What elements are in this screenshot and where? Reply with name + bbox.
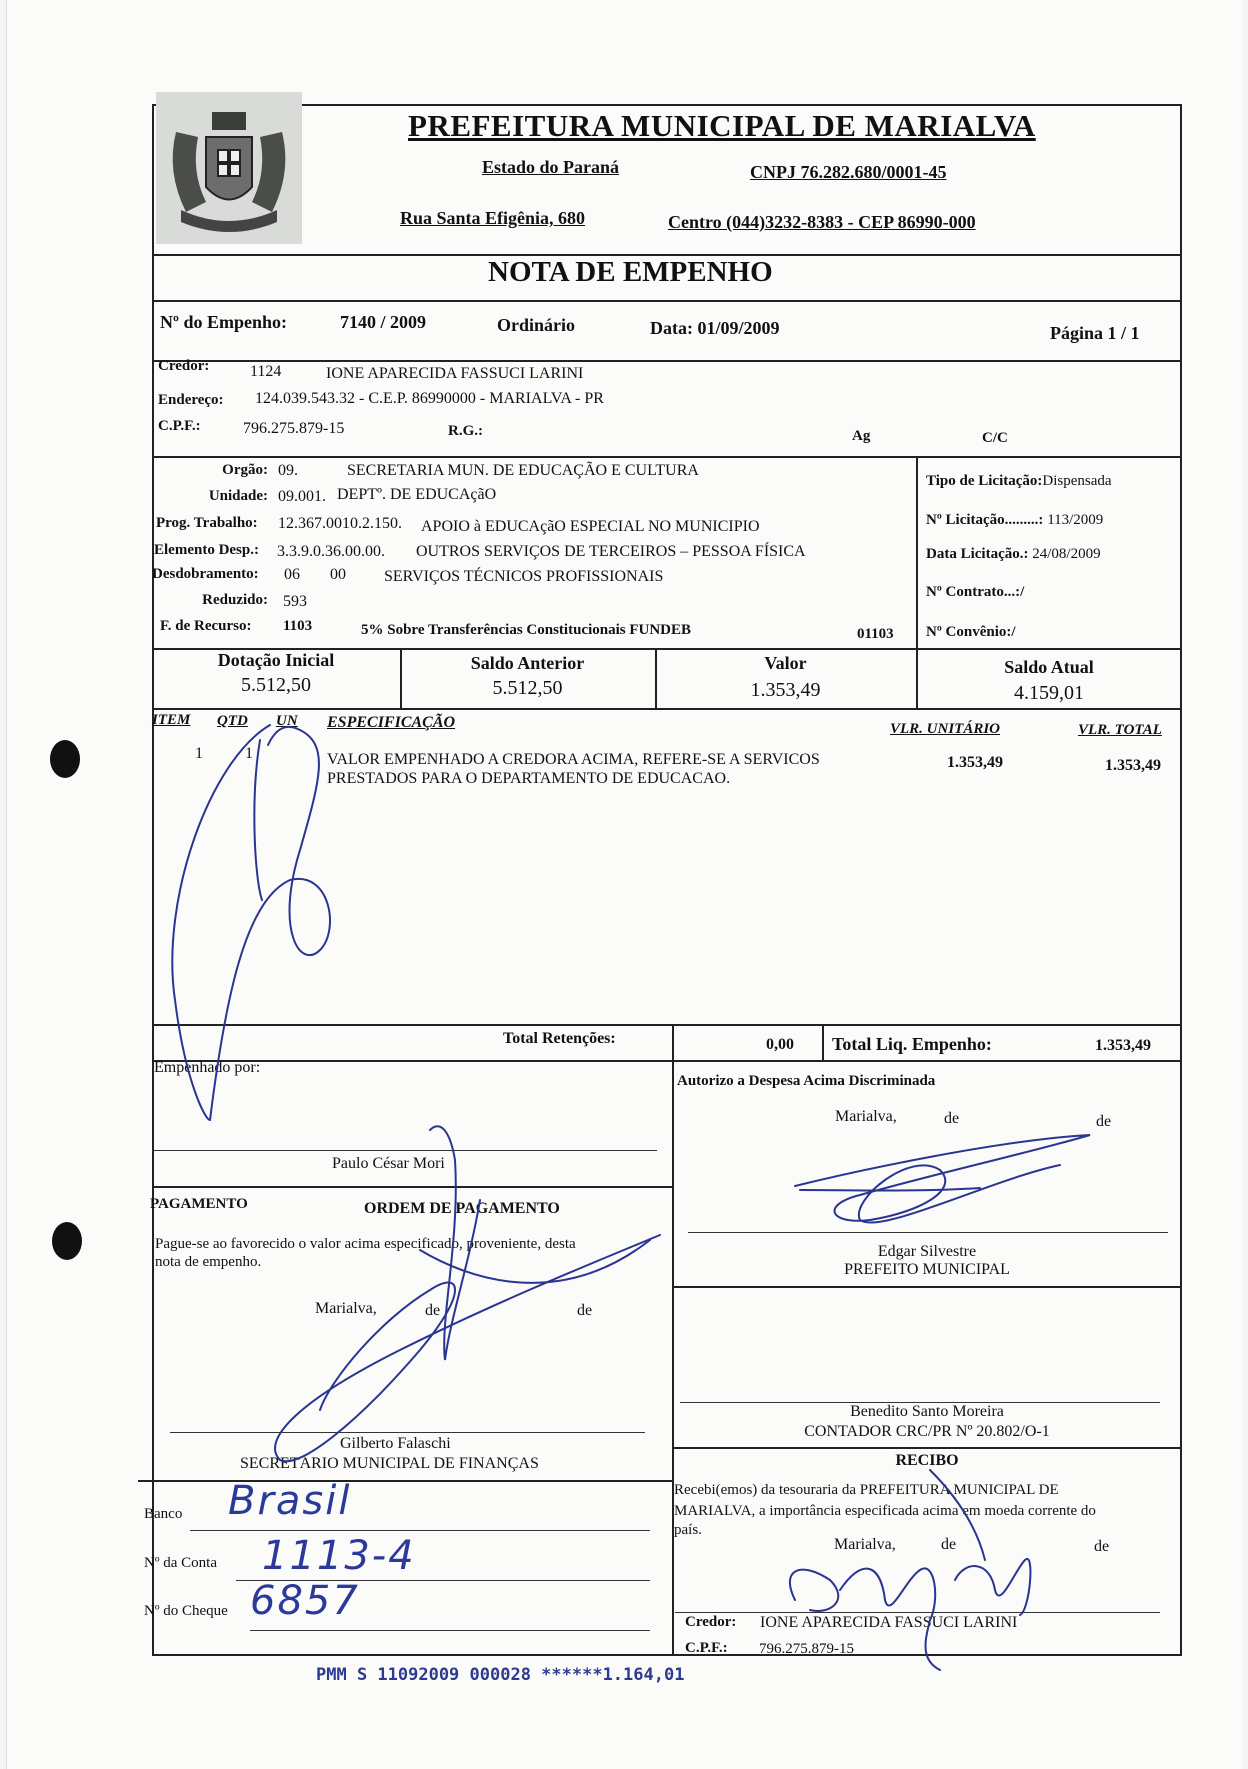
retencoes-label: Total Retenções: xyxy=(503,1030,616,1047)
recibo-text-line3: país. xyxy=(674,1522,702,1538)
desdobramento-label: Desdobramento: xyxy=(152,566,259,582)
prog-desc: APOIO à EDUCAçãO ESPECIAL NO MUNICIPIO xyxy=(421,518,760,535)
recibo-credor-name: IONE APARECIDA FASSUCI LARINI xyxy=(760,1614,1018,1631)
account-label: C/C xyxy=(982,430,1008,446)
rg-label: R.G.: xyxy=(448,423,483,439)
orgao-desc: SECRETARIA MUN. DE EDUCAÇÃO E CULTURA xyxy=(347,462,699,479)
recibo-credor-label: Credor: xyxy=(685,1614,737,1630)
conta-handwritten: 1113-4 xyxy=(262,1533,416,1579)
banco-label: Banco xyxy=(144,1506,183,1522)
mechanical-authentication-stamp: PMM S 11092009 000028 ******1.164,01 xyxy=(316,1665,685,1685)
desdobramento-b: 00 xyxy=(330,566,346,583)
empenho-type: Ordinário xyxy=(497,315,576,335)
saldo-atual-value: 4.159,01 xyxy=(1014,682,1084,704)
punch-hole-top xyxy=(50,740,80,778)
liquido-value: 1.353,49 xyxy=(1095,1037,1151,1054)
item-spec-line1: VALOR EMPENHADO A CREDORA ACIMA, REFERE-SE A SERVICOS xyxy=(327,751,820,768)
recibo-title: RECIBO xyxy=(895,1452,959,1469)
col-spec: ESPECIFICAÇÃO xyxy=(327,714,456,731)
agency-label: Ag xyxy=(852,428,871,444)
item-qtd: 1 xyxy=(245,745,253,762)
valor-label: Valor xyxy=(764,653,807,673)
contrato-number: Nº Contrato...:/ xyxy=(926,584,1025,600)
elemento-code: 3.3.9.0.36.00.00. xyxy=(277,543,385,560)
desdobramento-desc: SERVIÇOS TÉCNICOS PROFISSIONAIS xyxy=(384,568,664,585)
recurso-label: F. de Recurso: xyxy=(160,618,252,634)
credor-cpf: 796.275.879-15 xyxy=(243,420,345,437)
valor-value: 1.353,49 xyxy=(750,679,821,701)
banco-handwritten: Brasil xyxy=(228,1478,352,1524)
pagamento-de2: de xyxy=(577,1302,593,1319)
recibo-text-line1: Recebi(emos) da tesouraria da PREFEITURA MUNICIPAL DE xyxy=(674,1482,1059,1498)
municipal-coat-of-arms xyxy=(156,92,302,244)
saldo-anterior-value: 5.512,50 xyxy=(492,677,563,699)
unidade-code: 09.001. xyxy=(278,488,326,505)
licitacao-number: Nº Licitação.........: 113/2009 xyxy=(926,512,1104,528)
unidade-label: Unidade: xyxy=(208,488,268,504)
autorizo-de2: de xyxy=(1096,1113,1112,1130)
licitacao-date: Data Licitação.: 24/08/2009 xyxy=(926,546,1101,562)
recibo-de2: de xyxy=(1094,1538,1110,1555)
prefeito-role: PREFEITO MUNICIPAL xyxy=(844,1261,1010,1278)
autorizo-de1: de xyxy=(944,1110,960,1127)
col-unit-value: VLR. UNITÁRIO xyxy=(890,721,1001,737)
licitacao-type: Tipo de Licitação:Dispensada xyxy=(926,473,1112,489)
desdobramento-a: 06 xyxy=(284,566,300,583)
conta-label: Nº da Conta xyxy=(144,1555,217,1571)
retencoes-value: 0,00 xyxy=(766,1036,794,1053)
cnpj: CNPJ 76.282.680/0001-45 xyxy=(750,162,947,182)
recibo-cpf-label: C.P.F.: xyxy=(685,1640,728,1656)
liquido-label: Total Liq. Empenho: xyxy=(832,1034,992,1054)
recurso-desc: 5% Sobre Transferências Constitucionais FUNDEB xyxy=(361,622,692,638)
elemento-label: Elemento Desp.: xyxy=(154,542,259,558)
prog-code: 12.367.0010.2.150. xyxy=(278,515,402,532)
pagamento-label: PAGAMENTO xyxy=(150,1196,248,1212)
empenho-date: Data: 01/09/2009 xyxy=(650,318,780,338)
dotacao-inicial-label: Dotação Inicial xyxy=(217,650,335,670)
secretario-name: Gilberto Falaschi xyxy=(340,1435,451,1452)
document-title: NOTA DE EMPENHO xyxy=(488,256,773,288)
autorizo-place: Marialva, xyxy=(835,1108,897,1125)
recurso-code: 1103 xyxy=(283,618,313,634)
unidade-desc: DEPTº. DE EDUCAçãO xyxy=(337,486,497,503)
cpf-label: C.P.F.: xyxy=(158,418,201,434)
empenho-number: 7140 / 2009 xyxy=(340,312,427,332)
cheque-label: Nº do Cheque xyxy=(144,1603,228,1619)
pagamento-de1: de xyxy=(425,1302,441,1319)
autorizo-label: Autorizo a Despesa Acima Discriminada xyxy=(677,1073,936,1089)
col-un: UN xyxy=(276,713,298,729)
dotacao-inicial-value: 5.512,50 xyxy=(241,674,311,696)
pagamento-text-line2: nota de empenho. xyxy=(155,1254,262,1270)
municipality-title: PREFEITURA MUNICIPAL DE MARIALVA xyxy=(408,108,1036,143)
recibo-text-line2: MARIALVA, a importância especificada acima em moeda corrente do xyxy=(674,1503,1096,1519)
col-item: ITEM xyxy=(152,712,191,728)
saldo-anterior-label: Saldo Anterior xyxy=(470,653,585,673)
page-indicator: Página 1 / 1 xyxy=(1050,323,1140,343)
pagamento-text-line1: Pague-se ao favorecido o valor acima especificado, proveniente, desta xyxy=(155,1236,576,1252)
item-spec-line2: PRESTADOS PARA O DEPARTAMENTO DE EDUCACAO. xyxy=(327,770,731,787)
ordem-pagamento-title: ORDEM DE PAGAMENTO xyxy=(364,1200,560,1217)
contador-role: CONTADOR CRC/PR Nº 20.802/O-1 xyxy=(804,1423,1050,1440)
pagamento-place: Marialva, xyxy=(315,1300,377,1317)
empenho-label: Nº do Empenho: xyxy=(160,312,287,332)
item-total-value: 1.353,49 xyxy=(1105,757,1161,774)
prog-label: Prog. Trabalho: xyxy=(156,515,258,531)
orgao-code: 09. xyxy=(278,462,298,479)
address-label: Endereço: xyxy=(158,392,224,408)
orgao-label: Orgão: xyxy=(222,462,268,478)
contact-info: Centro (044)3232-8383 - CEP 86990-000 xyxy=(668,212,976,232)
reduzido-label: Reduzido: xyxy=(202,592,268,608)
credor-code: 1124 xyxy=(250,363,282,380)
punch-hole-bottom xyxy=(52,1222,82,1260)
state-name: Estado do Paraná xyxy=(482,157,620,177)
credor-name: IONE APARECIDA FASSUCI LARINI xyxy=(326,365,584,382)
recurso-account: 01103 xyxy=(857,626,894,642)
saldo-atual-label: Saldo Atual xyxy=(1004,657,1094,677)
credor-label: Credor: xyxy=(158,358,210,374)
cheque-handwritten: 6857 xyxy=(250,1578,360,1624)
contador-name: Benedito Santo Moreira xyxy=(850,1403,1004,1420)
empenhado-name: Paulo César Mori xyxy=(332,1155,445,1172)
col-qtd: QTD xyxy=(217,713,248,729)
street-address: Rua Santa Efigênia, 680 xyxy=(400,208,586,228)
secretario-role: SECRETÁRIO MUNICIPAL DE FINANÇAS xyxy=(240,1455,539,1472)
recibo-cpf: 796.275.879-15 xyxy=(759,1641,854,1657)
credor-address: 124.039.543.32 - C.E.P. 86990000 - MARIALVA - PR xyxy=(255,390,604,407)
reduzido-code: 593 xyxy=(283,593,307,610)
elemento-desc: OUTROS SERVIÇOS DE TERCEIROS – PESSOA FÍSICA xyxy=(416,543,806,560)
prefeito-name: Edgar Silvestre xyxy=(877,1243,977,1260)
col-total-value: VLR. TOTAL xyxy=(1078,722,1162,738)
recibo-de1: de xyxy=(941,1536,957,1553)
item-number: 1 xyxy=(195,745,203,762)
convenio-number: Nº Convênio:/ xyxy=(926,624,1016,640)
item-unit-value: 1.353,49 xyxy=(947,754,1003,771)
recibo-place: Marialva, xyxy=(834,1536,896,1553)
empenhado-label: Empenhado por: xyxy=(154,1059,261,1076)
